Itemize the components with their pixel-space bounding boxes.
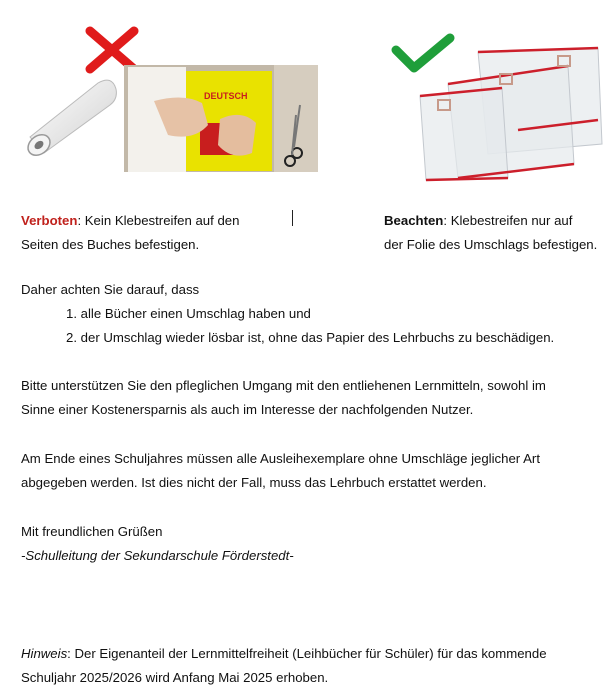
allowed-line2: der Folie des Umschlags befestigen. — [384, 237, 598, 252]
book-covers-image — [418, 44, 608, 184]
column-divider — [292, 210, 293, 226]
allowed-line1: : Klebestreifen nur auf — [443, 213, 573, 228]
forbidden-caption — [21, 209, 239, 257]
allowed-label: Beachten — [384, 213, 444, 228]
greeting: Mit freundlichen Grüßen — [21, 524, 163, 539]
book-cover-title: DEUTSCH — [204, 91, 248, 101]
list-item-1: 1. alle Bücher einen Umschlag haben und — [66, 306, 311, 321]
paragraph-1-line-1: Bitte unterstützen Sie den pfleglichen Umgang mit den entliehenen Lernmitteln, sowohl im — [21, 378, 546, 393]
forbidden-line1: : Kein Klebestreifen auf den — [77, 213, 240, 228]
note-label: Hinweis — [21, 646, 68, 661]
signature: -Schulleitung der Sekundarschule Förderstedt- — [21, 548, 294, 563]
forbidden-line2: Seiten des Buches befestigen. — [21, 237, 200, 252]
forbidden-label: Verboten — [21, 213, 78, 228]
paragraph-2-line-1: Am Ende eines Schuljahres müssen alle Ausleihexemplare ohne Umschläge jeglicher Art — [21, 451, 540, 466]
list-item-2: 2. der Umschlag wieder lösbar ist, ohne das Papier des Lehrbuchs zu beschädigen. — [66, 330, 555, 345]
intro-text: Daher achten Sie darauf, dass — [21, 282, 200, 297]
tape-roll-image — [20, 75, 120, 157]
paragraph-1-line-2: Sinne einer Kostenersparnis als auch im Interesse der nachfolgenden Nutzer. — [21, 402, 474, 417]
book-taping-photo — [124, 65, 318, 172]
note-line-1 — [21, 642, 547, 666]
paragraph-2-line-2: abgegeben werden. Ist dies nicht der Fall, muss das Lehrbuch erstattet werden. — [21, 475, 487, 490]
note-line-2: Schuljahr 2025/2026 wird Anfang Mai 2025 erhoben. — [21, 670, 329, 685]
note-text-1: : Der Eigenanteil der Lernmittelfreiheit (Leihbücher für Schüler) für das kommende — [67, 646, 547, 661]
allowed-caption — [384, 209, 597, 257]
